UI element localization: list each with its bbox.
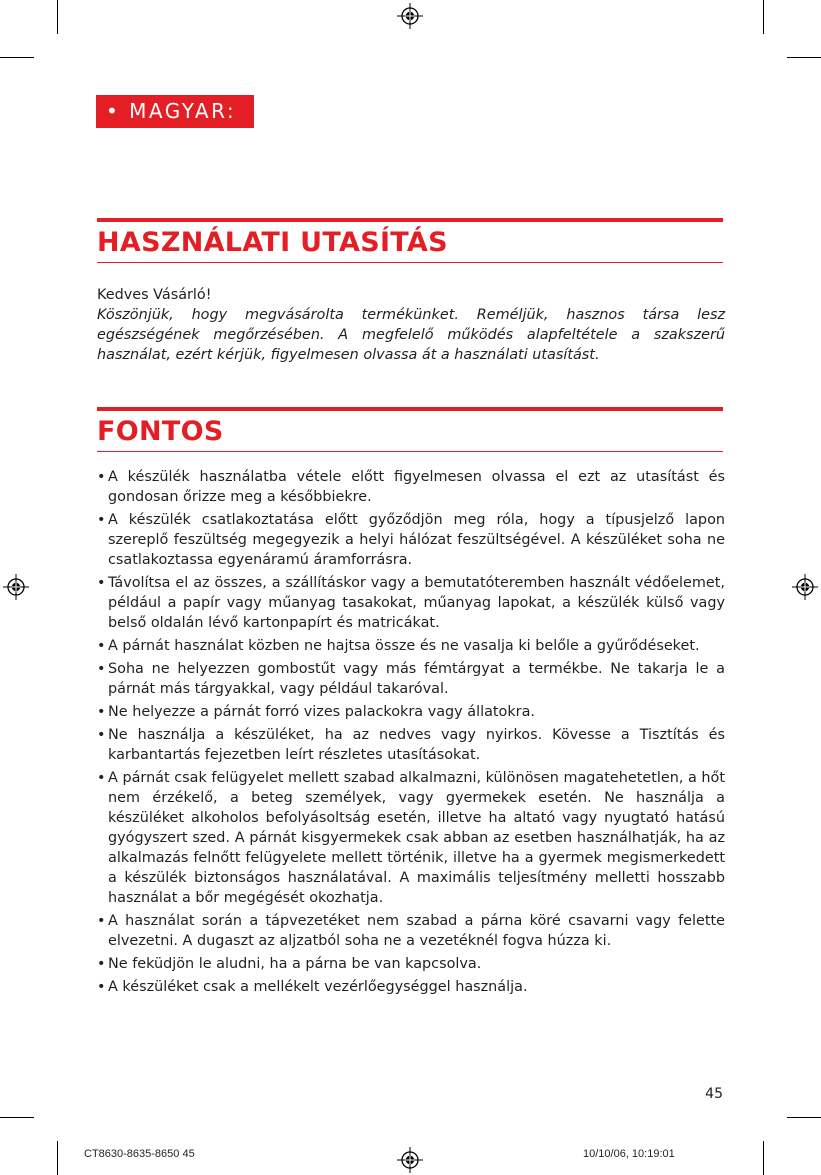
- crop-mark: [0, 1117, 34, 1118]
- list-item: • A párnát használat közben ne hajtsa össze és ne vasalja ki belőle a gyűrődéseket.: [97, 636, 725, 656]
- intro-section: [97, 285, 725, 365]
- crop-mark: [763, 1141, 764, 1175]
- crop-mark: [787, 1117, 821, 1118]
- intro-paragraph: Köszönjük, hogy megvásárolta termékünket. Reméljük, hasznos társa lesz egészségének megőrzésében. A megfelelő működés alapfeltétele a szakszerű használat, ezért kérjük, figyelmesen olvassa át a használati utasítást.: [97, 307, 725, 363]
- title-rule-bottom: [97, 262, 723, 263]
- list-item: • Ne feküdjön le aludni, ha a párna be van kapcsolva.: [97, 954, 725, 974]
- page-title: HASZNÁLATI UTASÍTÁS: [97, 227, 448, 258]
- registration-mark-icon: [397, 3, 423, 29]
- registration-mark-icon: [3, 574, 29, 600]
- registration-mark-icon: [397, 1147, 423, 1173]
- crop-mark: [763, 0, 764, 34]
- crop-mark: [0, 57, 34, 58]
- list-item: • Soha ne helyezzen gombostűt vagy más fémtárgyat a termékbe. Ne takarja le a párnát más tárgyakkal, vagy például takaróval.: [97, 659, 725, 699]
- language-tag: • MAGYAR:: [96, 95, 254, 128]
- list-item: • Ne használja a készüléket, ha az nedves vagy nyirkos. Kövesse a Tisztítás és karbantartás fejezetben leírt részletes utasításokat.: [97, 725, 725, 765]
- list-item: • Ne helyezze a párnát forró vizes palackokra vagy állatokra.: [97, 702, 725, 722]
- important-rule-bottom: [97, 451, 723, 452]
- title-rule-top: [97, 218, 723, 222]
- list-item: • A készülék csatlakoztatása előtt győződjön meg róla, hogy a típusjelző lapon szereplő feszültség megegyezik a helyi hálózat feszültségével. A készüléket soha ne csatlakoztassa egyenáramú áramforrásra.: [97, 510, 725, 570]
- crop-mark: [57, 1141, 58, 1175]
- registration-mark-icon: [792, 574, 818, 600]
- crop-mark: [787, 57, 821, 58]
- footer-slug-left: CT8630-8635-8650 45: [84, 1148, 195, 1160]
- list-item: • A párnát csak felügyelet mellett szabad alkalmazni, különösen magatehetetlen, a hőt nem érzékelő, a beteg személyek, vagy gyermekek esetén. Ne használja a készüléket alkoholos befolyásoltság esetén, illetve ha altató vagy nyugtató hatású gyógyszert szed. A párnát kisgyermekek csak abban az esetben használhatják, ha az alkalmazás felnőtt felügyelete mellett történik, illetve ha a gyermek megismerkedett a készülék biztonságos használatával. A maximális teljesítmény melletti hosszabb használat a bőr megégését okozhatja.: [97, 768, 725, 908]
- important-list-section: [97, 467, 725, 1000]
- list-item: • Távolítsa el az összes, a szállításkor vagy a bemutatóteremben használt védőelemet, például a papír vagy műanyag tasakokat, műanyag lapokat, a készülék külső vagy belső oldalán lévő kartonpapírt és matricákat.: [97, 573, 725, 633]
- greeting: Kedves Vásárló!: [97, 287, 212, 303]
- list-item: • A készülék használatba vétele előtt figyelmesen olvassa el ezt az utasítást és gondosan őrizze meg a későbbiekre.: [97, 467, 725, 507]
- page-number: 45: [705, 1086, 723, 1102]
- important-heading: FONTOS: [97, 416, 224, 447]
- crop-mark: [57, 0, 58, 34]
- list-item: • A használat során a tápvezetéket nem szabad a párna köré csavarni vagy felette elvezetni. A dugaszt az aljzatból soha ne a vezetéknél fogva húzza ki.: [97, 911, 725, 951]
- important-rule-top: [97, 407, 723, 411]
- footer-slug-right: 10/10/06, 10:19:01: [583, 1148, 675, 1160]
- list-item: • A készüléket csak a mellékelt vezérlőegységgel használja.: [97, 977, 725, 997]
- important-list: [97, 467, 725, 997]
